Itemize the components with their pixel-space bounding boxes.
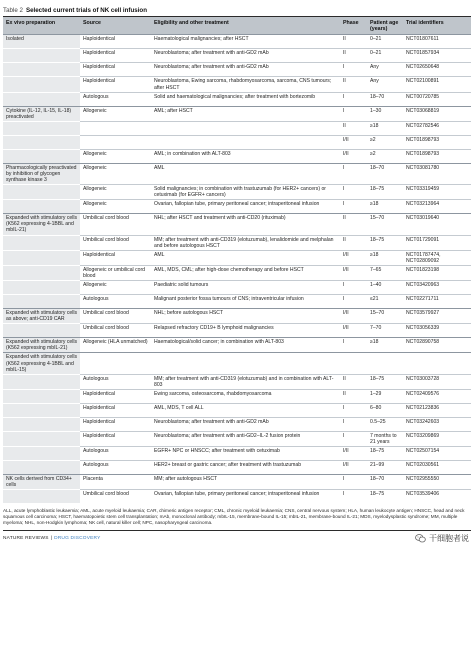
cell-eligibility: Neuroblastoma, Ewing sarcoma, rhabdomyosarcoma, sarcoma, CNS tumours; after HSCT <box>151 77 341 92</box>
cell-trial-identifier: NCT03319459 <box>403 185 471 200</box>
cell-eligibility <box>151 353 341 374</box>
cell-ex-vivo-preparation <box>3 417 80 431</box>
cell-ex-vivo-preparation <box>3 185 80 200</box>
cell-patient-age: 18–70 <box>367 92 403 106</box>
table-label: Table 2 <box>3 6 23 14</box>
cell-phase: I/II <box>341 447 367 461</box>
cell-patient-age: 18–75 <box>367 235 403 250</box>
cell-phase: II <box>341 214 367 235</box>
cell-eligibility <box>151 135 341 149</box>
cell-source: Autologous <box>80 374 151 389</box>
cell-patient-age: 0–21 <box>367 49 403 63</box>
table-row <box>3 389 471 403</box>
cell-source: Umbilical cord blood <box>80 309 151 324</box>
table-row <box>3 324 471 338</box>
cell-phase: I <box>341 403 367 417</box>
cell-trial-identifier: NCT01898793 <box>403 149 471 163</box>
cell-phase: I/II <box>341 135 367 149</box>
cell-source: Haploidentical <box>80 250 151 265</box>
cell-eligibility: Solid malignancies; in combination with trastuzumab (for HER2+ cancers) or cetuximab (for EGFR+ cancers) <box>151 185 341 200</box>
cell-patient-age: 7 months to 21 years <box>367 431 403 446</box>
cell-phase: I <box>341 417 367 431</box>
cell-eligibility: AML <box>151 250 341 265</box>
cell-ex-vivo-preparation <box>3 447 80 461</box>
cell-source: Autologous <box>80 447 151 461</box>
journal-title: NATURE REVIEWS <box>3 536 49 542</box>
cell-patient-age: Any <box>367 77 403 92</box>
cell-patient-age: 18–75 <box>367 374 403 389</box>
cell-ex-vivo-preparation <box>3 235 80 250</box>
column-header-prep: Ex vivo preparation <box>3 17 80 35</box>
cell-eligibility <box>151 121 341 135</box>
cell-phase: I <box>341 63 367 77</box>
cell-patient-age <box>367 353 403 374</box>
cell-patient-age: 1–40 <box>367 281 403 295</box>
table-row <box>3 447 471 461</box>
cell-ex-vivo-preparation <box>3 295 80 309</box>
cell-trial-identifier: NCT03242603 <box>403 417 471 431</box>
cell-phase: I <box>341 490 367 504</box>
cell-ex-vivo-preparation <box>3 63 80 77</box>
cell-patient-age: ≥18 <box>367 338 403 353</box>
column-header-trial-id: Trial identifiers <box>403 17 471 35</box>
cell-eligibility: Neuroblastoma; after treatment with anti-GD2–IL-2 fusion protein <box>151 431 341 446</box>
cell-source: Umbilical cord blood <box>80 214 151 235</box>
table-row <box>3 35 471 49</box>
cell-phase: I <box>341 106 367 121</box>
table-row <box>3 106 471 121</box>
cell-trial-identifier: NCT03420963 <box>403 281 471 295</box>
cell-ex-vivo-preparation <box>3 135 80 149</box>
cell-ex-vivo-preparation <box>3 121 80 135</box>
watermark <box>415 533 469 544</box>
cell-trial-identifier: NCT02782546 <box>403 121 471 135</box>
cell-source: Umbilical cord blood <box>80 324 151 338</box>
cell-phase: II <box>341 77 367 92</box>
cell-trial-identifier: NCT01857934 <box>403 49 471 63</box>
cell-phase: I <box>341 338 367 353</box>
cell-ex-vivo-preparation <box>3 49 80 63</box>
cell-ex-vivo-preparation <box>3 324 80 338</box>
cell-source: Allogeneic <box>80 185 151 200</box>
table-row <box>3 295 471 309</box>
cell-patient-age: Any <box>367 63 403 77</box>
cell-phase: I <box>341 431 367 446</box>
cell-ex-vivo-preparation: NK cells derived from CD34+ cells <box>3 475 80 490</box>
wechat-icon <box>415 534 426 543</box>
cell-eligibility: MM; after treatment with anti-CD319 (elotuzumab), lenalidomide and melphalan and before autologous HSCT <box>151 235 341 250</box>
cell-patient-age: 18–70 <box>367 475 403 490</box>
cell-eligibility: MM; after treatment with anti-CD319 (elotuzumab) and in combination with ALT-803 <box>151 374 341 389</box>
cell-trial-identifier: NCT01729091 <box>403 235 471 250</box>
column-header-age: Patient age (years) <box>367 17 403 35</box>
cell-trial-identifier: NCT02890758 <box>403 338 471 353</box>
journal-subtitle: DRUG DISCOVERY <box>54 536 101 542</box>
cell-patient-age: 6–80 <box>367 403 403 417</box>
journal-separator: | <box>50 536 53 542</box>
cell-phase: I <box>341 281 367 295</box>
cell-source: Allogeneic <box>80 281 151 295</box>
cell-ex-vivo-preparation: Isolated <box>3 35 80 49</box>
cell-patient-age: 18–70 <box>367 163 403 184</box>
column-header-source: Source <box>80 17 151 35</box>
table-title: Selected current trials of NK cell infusion <box>25 6 147 14</box>
table-row <box>3 185 471 200</box>
cell-ex-vivo-preparation <box>3 250 80 265</box>
cell-ex-vivo-preparation: Cytokine (IL-12, IL-15, IL-18) preactivated <box>3 106 80 121</box>
cell-eligibility: Malignant posterior fossa tumours of CNS; intraventricular infusion <box>151 295 341 309</box>
cell-source <box>80 135 151 149</box>
cell-ex-vivo-preparation <box>3 461 80 475</box>
table-row <box>3 490 471 504</box>
cell-ex-vivo-preparation <box>3 77 80 92</box>
cell-source: Haploidentical <box>80 49 151 63</box>
table-body <box>3 35 471 503</box>
cell-patient-age: 0.5–25 <box>367 417 403 431</box>
cell-patient-age: 0–21 <box>367 35 403 49</box>
table-row <box>3 461 471 475</box>
table-row <box>3 417 471 431</box>
cell-patient-age: 1–30 <box>367 106 403 121</box>
cell-eligibility: Neuroblastoma; after treatment with anti-GD2 mAb <box>151 63 341 77</box>
cell-phase: I/II <box>341 309 367 324</box>
cell-source: Umbilical cord blood <box>80 235 151 250</box>
table-header-row <box>3 17 471 35</box>
cell-ex-vivo-preparation <box>3 92 80 106</box>
cell-ex-vivo-preparation <box>3 431 80 446</box>
cell-ex-vivo-preparation: Expanded with stimulatory cells (K562 expressing 4-1BBL and mbIL-15) <box>3 353 80 374</box>
footnote: ALL, acute lymphoblastic leukaemia; AML, acute myeloid leukaemia; CAR, chimeric antigen receptor; CML, chronic myeloid leukaemia; CNS, central nervous system; HLA, human leukocyte antigen; HNSCC, head and neck squamous cell carcinoma; HSCT, haematopoietic stem cell transplantation; mAb, monoclonal antibody; mbIL-15, membrane-bound IL-15; mbIL-21, membrane-bound IL-21; MDS, myelodysplastic syndrome; MM, multiple myeloma; NHL, non-Hodgkin lymphoma; NK cell, natural killer cell; NPC, nasopharyngeal carcinoma. <box>3 508 465 526</box>
table-row <box>3 235 471 250</box>
cell-phase: I/II <box>341 265 367 280</box>
trials-table <box>3 17 471 503</box>
cell-ex-vivo-preparation <box>3 403 80 417</box>
cell-trial-identifier: NCT01787474, NCT02809092 <box>403 250 471 265</box>
cell-trial-identifier: NCT03539406 <box>403 490 471 504</box>
cell-source: Allogeneic or umbilical cord blood <box>80 265 151 280</box>
cell-trial-identifier: NCT03081780 <box>403 163 471 184</box>
cell-source: Allogeneic <box>80 163 151 184</box>
cell-patient-age: ≤21 <box>367 295 403 309</box>
cell-eligibility: Relapsed refractory CD19+ B lymphoid malignancies <box>151 324 341 338</box>
cell-eligibility: Ovarian, fallopian tube, primary peritoneal cancer; intraperitoneal infusion <box>151 490 341 504</box>
cell-ex-vivo-preparation: Expanded with stimulatory cells (K562 expressing mbIL-21) <box>3 338 80 353</box>
table-row <box>3 163 471 184</box>
cell-trial-identifier: NCT01823198 <box>403 265 471 280</box>
watermark-text: 干细胞者说 <box>429 534 469 544</box>
cell-patient-age: ≥2 <box>367 149 403 163</box>
cell-patient-age: 15–70 <box>367 309 403 324</box>
cell-trial-identifier: NCT02955550 <box>403 475 471 490</box>
cell-trial-identifier: NCT03209869 <box>403 431 471 446</box>
cell-patient-age: 21–99 <box>367 461 403 475</box>
table-row <box>3 63 471 77</box>
cell-patient-age: ≥18 <box>367 200 403 214</box>
cell-ex-vivo-preparation <box>3 281 80 295</box>
cell-phase: II <box>341 235 367 250</box>
cell-phase: II <box>341 389 367 403</box>
table-row <box>3 200 471 214</box>
cell-source: Haploidentical <box>80 403 151 417</box>
cell-phase: II <box>341 49 367 63</box>
table-row <box>3 92 471 106</box>
cell-trial-identifier: NCT02650648 <box>403 63 471 77</box>
cell-patient-age: 18–75 <box>367 490 403 504</box>
cell-trial-identifier: NCT03056339 <box>403 324 471 338</box>
cell-ex-vivo-preparation <box>3 374 80 389</box>
cell-ex-vivo-preparation: Expanded with stimulatory cells (K562 expressing 4-1BBL and mbIL-21) <box>3 214 80 235</box>
cell-eligibility: Haematological/solid cancer; in combination with ALT-803 <box>151 338 341 353</box>
cell-ex-vivo-preparation <box>3 490 80 504</box>
cell-eligibility: HER2+ breast or gastric cancer; after treatment with trastuzumab <box>151 461 341 475</box>
cell-phase: I <box>341 92 367 106</box>
cell-source: Allogeneic <box>80 106 151 121</box>
cell-trial-identifier: NCT03019640 <box>403 214 471 235</box>
table-row <box>3 374 471 389</box>
cell-eligibility: MM; after autologous HSCT <box>151 475 341 490</box>
table-row <box>3 403 471 417</box>
cell-patient-age: 18–75 <box>367 185 403 200</box>
cell-trial-identifier: NCT02409576 <box>403 389 471 403</box>
cell-trial-identifier: NCT01807611 <box>403 35 471 49</box>
cell-phase: I <box>341 295 367 309</box>
cell-trial-identifier: NCT03579927 <box>403 309 471 324</box>
cell-source <box>80 353 151 374</box>
cell-eligibility: AML, MDS, T cell ALL <box>151 403 341 417</box>
cell-eligibility: AML, MDS, CML; after high-dose chemotherapy and before HSCT <box>151 265 341 280</box>
cell-eligibility: AML; in combination with ALT-803 <box>151 149 341 163</box>
table-row <box>3 353 471 374</box>
column-header-eligibility: Eligibility and other treatment <box>151 17 341 35</box>
journal-name <box>3 536 101 541</box>
table-row <box>3 338 471 353</box>
cell-trial-identifier: NCT02507154 <box>403 447 471 461</box>
cell-eligibility: NHL; before autologous HSCT <box>151 309 341 324</box>
cell-trial-identifier: NCT00720785 <box>403 92 471 106</box>
cell-eligibility: Ewing sarcoma, osteosarcoma, rhabdomyosarcoma <box>151 389 341 403</box>
cell-patient-age: ≥2 <box>367 135 403 149</box>
cell-trial-identifier: NCT03068819 <box>403 106 471 121</box>
cell-source: Allogeneic <box>80 149 151 163</box>
footer <box>3 533 471 544</box>
cell-phase: I/II <box>341 149 367 163</box>
cell-source: Haploidentical <box>80 431 151 446</box>
table-row <box>3 49 471 63</box>
cell-source <box>80 121 151 135</box>
cell-eligibility: Neuroblastoma; after treatment with anti-GD2 mAb <box>151 49 341 63</box>
cell-eligibility: AML; after HSCT <box>151 106 341 121</box>
cell-eligibility: Solid and haematological malignancies; after treatment with bortezomib <box>151 92 341 106</box>
cell-phase: II <box>341 121 367 135</box>
cell-source: Autologous <box>80 295 151 309</box>
cell-trial-identifier: NCT02100891 <box>403 77 471 92</box>
table-caption <box>3 5 471 15</box>
cell-patient-age: 18–75 <box>367 447 403 461</box>
cell-patient-age: ≥18 <box>367 121 403 135</box>
cell-phase: II <box>341 374 367 389</box>
cell-phase: I/II <box>341 250 367 265</box>
cell-source: Placenta <box>80 475 151 490</box>
cell-eligibility: AML <box>151 163 341 184</box>
cell-eligibility: Ovarian, fallopian tube, primary peritoneal cancer; intraperitoneal infusion <box>151 200 341 214</box>
cell-phase: II <box>341 35 367 49</box>
cell-trial-identifier: NCT02123836 <box>403 403 471 417</box>
cell-trial-identifier: NCT02030561 <box>403 461 471 475</box>
cell-eligibility: NHL; after HSCT and treatment with anti-CD20 (rituximab) <box>151 214 341 235</box>
cell-patient-age: 1–29 <box>367 389 403 403</box>
cell-ex-vivo-preparation <box>3 389 80 403</box>
table-row <box>3 135 471 149</box>
cell-ex-vivo-preparation: Pharmacologically preactivated by inhibition of glycogen synthase kinase 3 <box>3 163 80 184</box>
cell-source: Haploidentical <box>80 389 151 403</box>
cell-source: Autologous <box>80 92 151 106</box>
table-row <box>3 214 471 235</box>
column-header-phase: Phase <box>341 17 367 35</box>
cell-trial-identifier <box>403 353 471 374</box>
cell-phase: I/II <box>341 324 367 338</box>
cell-trial-identifier: NCT03003728 <box>403 374 471 389</box>
cell-source: Haploidentical <box>80 35 151 49</box>
cell-ex-vivo-preparation: Expanded with stimulatory cells as above; anti-CD19 CAR <box>3 309 80 324</box>
cell-patient-age: 7–65 <box>367 265 403 280</box>
cell-ex-vivo-preparation <box>3 149 80 163</box>
cell-source: Haploidentical <box>80 63 151 77</box>
bottom-rule <box>3 530 471 531</box>
table-row <box>3 121 471 135</box>
table-row <box>3 77 471 92</box>
table-row <box>3 149 471 163</box>
cell-eligibility: EGFR+ NPC or HNSCC; after treatment with cetuximab <box>151 447 341 461</box>
table-row <box>3 309 471 324</box>
cell-phase <box>341 353 367 374</box>
cell-trial-identifier: NCT02271711 <box>403 295 471 309</box>
cell-patient-age: ≥18 <box>367 250 403 265</box>
cell-ex-vivo-preparation <box>3 265 80 280</box>
cell-phase: I <box>341 185 367 200</box>
table-row <box>3 250 471 265</box>
cell-source: Umbilical cord blood <box>80 490 151 504</box>
cell-trial-identifier: NCT03213964 <box>403 200 471 214</box>
table-row <box>3 475 471 490</box>
cell-eligibility: Paediatric solid tumours <box>151 281 341 295</box>
cell-source: Allogeneic <box>80 200 151 214</box>
cell-phase: I <box>341 200 367 214</box>
cell-source: Haploidentical <box>80 417 151 431</box>
table-row <box>3 265 471 280</box>
cell-phase: I/II <box>341 461 367 475</box>
cell-phase: I <box>341 163 367 184</box>
cell-source: Allogeneic (HLA unmatched) <box>80 338 151 353</box>
cell-patient-age: 7–70 <box>367 324 403 338</box>
cell-source: Autologous <box>80 461 151 475</box>
cell-trial-identifier: NCT01898793 <box>403 135 471 149</box>
cell-eligibility: Neuroblastoma; after treatment with anti-GD2 mAb <box>151 417 341 431</box>
table-row <box>3 281 471 295</box>
cell-ex-vivo-preparation <box>3 200 80 214</box>
table-row <box>3 431 471 446</box>
cell-eligibility: Haematological malignancies; after HSCT <box>151 35 341 49</box>
cell-phase: I <box>341 475 367 490</box>
cell-patient-age: 15–70 <box>367 214 403 235</box>
cell-source: Haploidentical <box>80 77 151 92</box>
